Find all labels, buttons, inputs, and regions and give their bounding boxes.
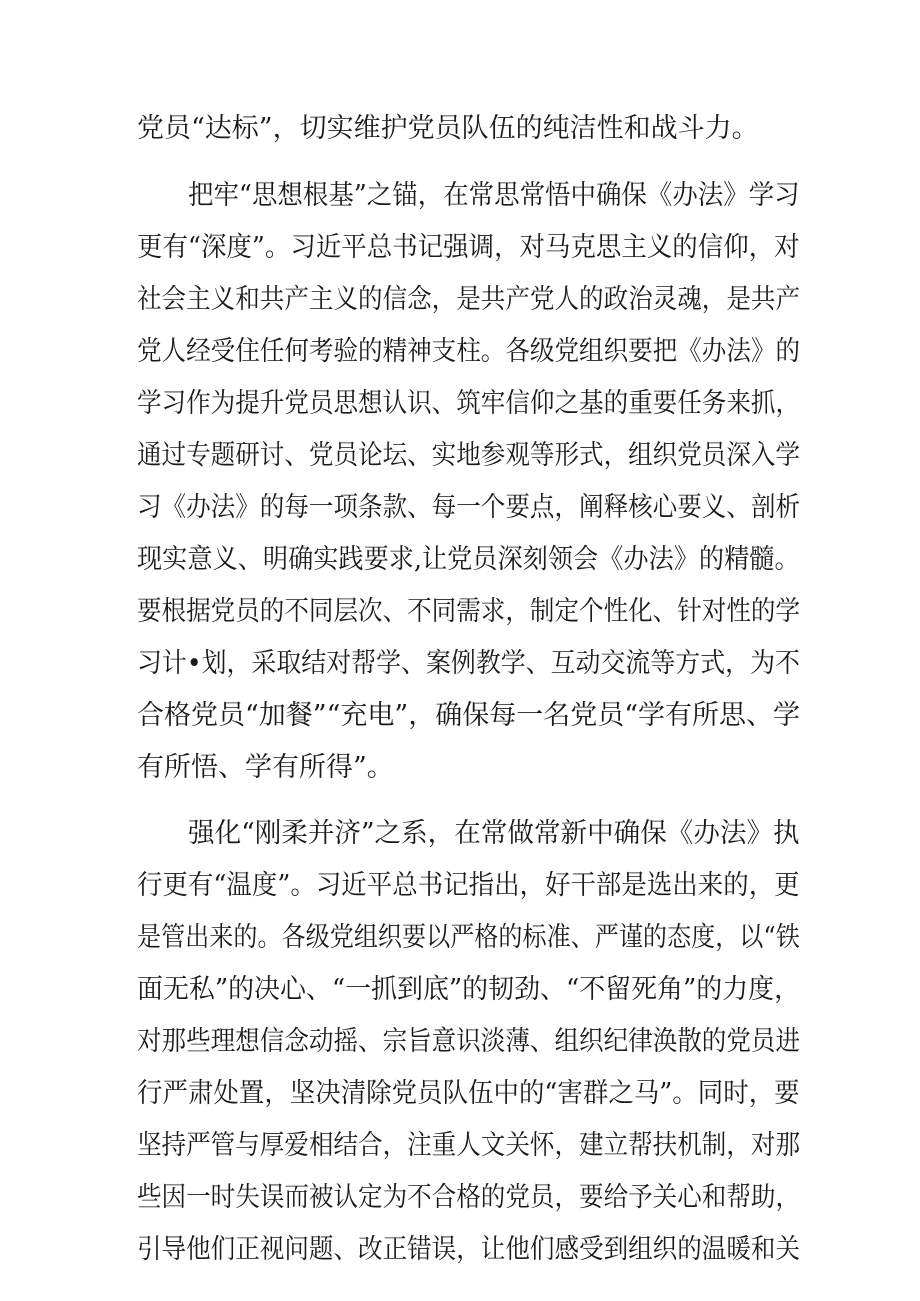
text-line: 是管出来的。各级党组织要以严格的标准、严谨的态度，以“铁 [137,922,800,953]
text-line: 些因一时失误而被认定为不合格的党员，要给予关心和帮助， [137,1182,801,1213]
text-line: 坚持严管与厚爱相结合，注重人文关怀，建立帮扶机制，对那 [137,1130,801,1161]
text-line: 学习作为提升党员思想认识、筑牢信仰之基的重要任务来抓， [137,388,801,419]
text-line: 把牢“思想根基”之锚，在常思常悟中确保《办法》学习 [188,180,800,211]
text-line: 现实意义、明确实践要求,让党员深刻领会《办法》的精髓。 [137,544,800,575]
text-line: 对那些理想信念动摇、宗旨意识淡薄、组织纪律涣散的党员进 [137,1026,801,1057]
text-line: 社会主义和共产主义的信念，是共产党人的政治灵魂，是共产 [137,284,801,315]
text-line: 通过专题研讨、党员论坛、实地参观等形式，组织党员深入学 [137,440,801,471]
text-line: 党员“达标”，切实维护党员队伍的纯洁性和战斗力。 [137,113,759,144]
text-line: 引导他们正视问题、改正错误，让他们感受到组织的温暖和关 [137,1234,801,1265]
text-line: 有所悟、学有所得”。 [137,752,394,783]
text-line: 习计•划，采取结对帮学、案例教学、互动交流等方式，为不 [137,648,800,679]
text-line: 合格党员“加餐”“充电”，确保每一名党员“学有所思、学 [137,700,801,731]
text-line: 面无私”的决心、“一抓到底”的韧劲、“不留死角”的力度， [137,974,801,1005]
text-line: 要根据党员的不同层次、不同需求，制定个性化、针对性的学 [137,596,801,627]
text-line: 行更有“温度”。习近平总书记指出，好干部是选出来的，更 [137,870,800,901]
text-line: 党人经受住任何考验的精神支柱。各级党组织要把《办法》的 [137,336,801,367]
text-line: 习《办法》的每一项条款、每一个要点，阐释核心要义、剖析 [137,492,801,523]
text-line: 更有“深度”。习近平总书记强调，对马克思主义的信仰，对 [137,232,800,263]
text-line: 强化“刚柔并济”之系，在常做常新中确保《办法》执 [188,818,800,849]
text-line: 行严肃处置，坚决清除党员队伍中的“害群之马”。同时，要 [137,1078,800,1109]
